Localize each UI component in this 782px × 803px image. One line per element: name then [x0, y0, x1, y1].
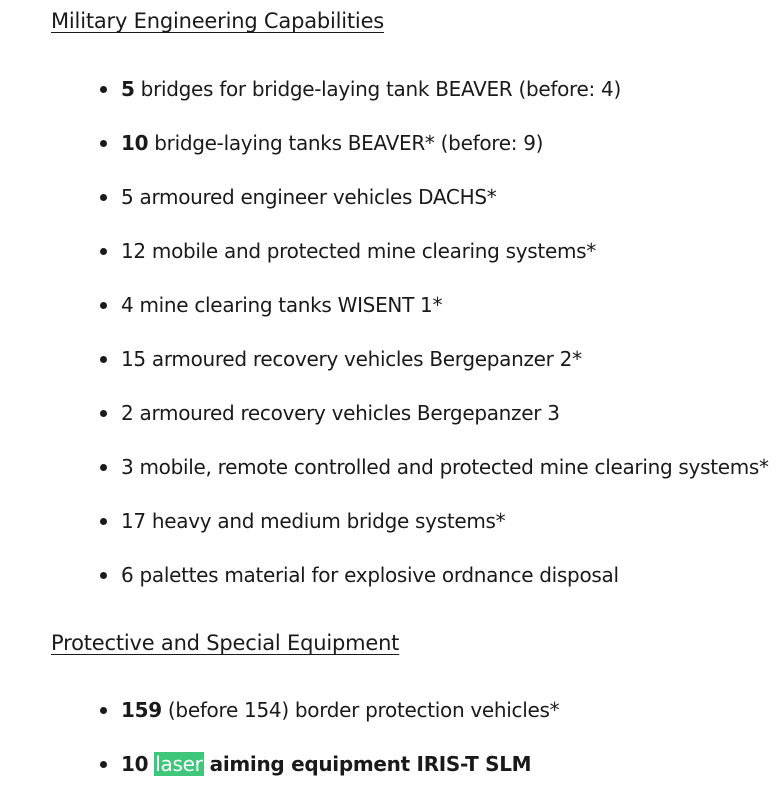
military-engineering-list: [0, 74, 769, 614]
item-text: 2 armoured recovery vehicles Bergepanzer 3: [121, 401, 560, 425]
item-text: 4 mine clearing tanks WISENT 1*: [121, 293, 443, 317]
list-item: [0, 749, 559, 803]
list-item: [0, 128, 769, 182]
list-item: [0, 506, 769, 560]
item-text: 17 heavy and medium bridge systems*: [121, 509, 506, 533]
item-count: 5: [121, 77, 135, 101]
item-text: (before 154) border protection vehicles*: [161, 698, 560, 722]
item-text: bridge-laying tanks BEAVER* (before: 9): [148, 131, 544, 155]
item-text: 12 mobile and protected mine clearing systems*: [121, 239, 596, 263]
protective-equipment-list: [0, 695, 559, 803]
item-count: 159: [121, 698, 162, 722]
list-item: [0, 398, 769, 452]
item-text: 15 armoured recovery vehicles Bergepanzer 2*: [121, 347, 582, 371]
item-text: 5 armoured engineer vehicles DACHS*: [121, 185, 497, 209]
list-item: [0, 74, 769, 128]
item-text: 3 mobile, remote controlled and protected mine clearing systems*: [121, 455, 769, 479]
item-text: aiming equipment IRIS-T SLM: [209, 752, 532, 776]
item-text: 6 palettes material for explosive ordnance disposal: [121, 563, 619, 587]
item-count: 10: [121, 131, 149, 155]
list-item: [0, 182, 769, 236]
list-item: [0, 452, 769, 506]
item-text: bridges for bridge-laying tank BEAVER (before: 4): [134, 77, 621, 101]
section-heading-protective-equipment: Protective and Special Equipment: [51, 631, 400, 655]
section-heading-military-engineering: Military Engineering Capabilities: [51, 9, 385, 33]
search-highlight: laser: [155, 752, 203, 776]
item-count: 10: [121, 752, 149, 776]
list-item: [0, 344, 769, 398]
list-item: [0, 695, 559, 749]
list-item: [0, 236, 769, 290]
list-item: [0, 560, 769, 614]
list-item: [0, 290, 769, 344]
